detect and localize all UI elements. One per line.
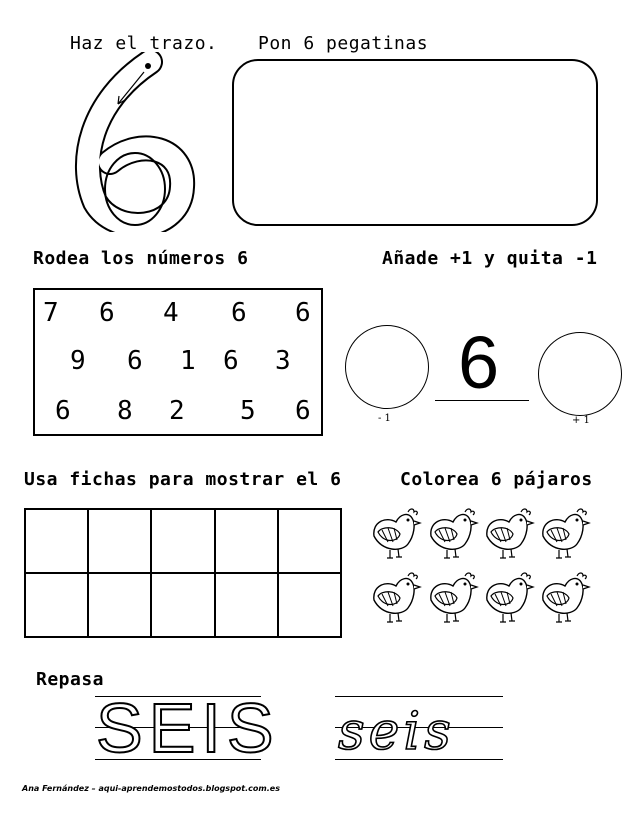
ten-frame-cell	[278, 573, 341, 637]
stickers-box	[232, 59, 598, 226]
bird-7	[481, 570, 543, 632]
bird-1	[368, 506, 430, 568]
tracing-digit-6	[70, 52, 200, 232]
add-subtract-title: Añade +1 y quita -1	[382, 248, 598, 269]
grid-number: 6	[55, 396, 71, 426]
numbers-grid	[33, 288, 323, 436]
ten-frame	[24, 508, 342, 638]
bird-8	[537, 570, 599, 632]
ten-frame-cell	[151, 509, 214, 573]
ten-frame-cell	[25, 573, 88, 637]
grid-number: 7	[43, 298, 59, 328]
bird-6	[425, 570, 487, 632]
dotted-word-lowercase: seis	[338, 702, 455, 762]
ten-frame-cell	[151, 573, 214, 637]
ten-frame-cell	[215, 573, 278, 637]
number-underline	[435, 400, 529, 401]
dotted-word-uppercase: SEIS	[96, 689, 280, 767]
grid-number: 6	[295, 396, 311, 426]
trace-title: Haz el trazo.	[70, 33, 218, 54]
circle-numbers-title: Rodea los números 6	[33, 248, 249, 269]
grid-number: 4	[163, 298, 179, 328]
grid-number: 9	[70, 346, 86, 376]
ten-frame-title: Usa fichas para mostrar el 6	[24, 469, 342, 490]
plus-one-circle	[538, 332, 622, 416]
ten-frame-cell	[88, 509, 151, 573]
grid-number: 1	[180, 346, 196, 376]
bird-5	[368, 570, 430, 632]
ten-frame-cell	[215, 509, 278, 573]
bird-3	[481, 506, 543, 568]
grid-number: 2	[169, 396, 185, 426]
plus-one-label: + 1	[572, 415, 590, 426]
grid-number: 3	[275, 346, 291, 376]
footer-credit: Ana Fernández – aqui-aprendemostodos.blogspot.com.es	[22, 784, 280, 793]
minus-one-circle	[345, 325, 429, 409]
ten-frame-cell	[278, 509, 341, 573]
bird-4	[537, 506, 599, 568]
repasa-title: Repasa	[36, 669, 105, 690]
stickers-title: Pon 6 pegatinas	[258, 33, 429, 54]
grid-number: 5	[240, 396, 256, 426]
grid-number: 8	[117, 396, 133, 426]
writing-line-top-2	[335, 696, 503, 697]
grid-number: 6	[223, 346, 239, 376]
minus-one-label: - 1	[378, 413, 391, 424]
ten-frame-cell	[25, 509, 88, 573]
grid-number: 6	[99, 298, 115, 328]
grid-number: 6	[295, 298, 311, 328]
color-birds-title: Colorea 6 pájaros	[400, 469, 593, 490]
grid-number: 6	[231, 298, 247, 328]
grid-number: 6	[127, 346, 143, 376]
center-number: 6	[458, 321, 500, 404]
ten-frame-cell	[88, 573, 151, 637]
bird-2	[425, 506, 487, 568]
